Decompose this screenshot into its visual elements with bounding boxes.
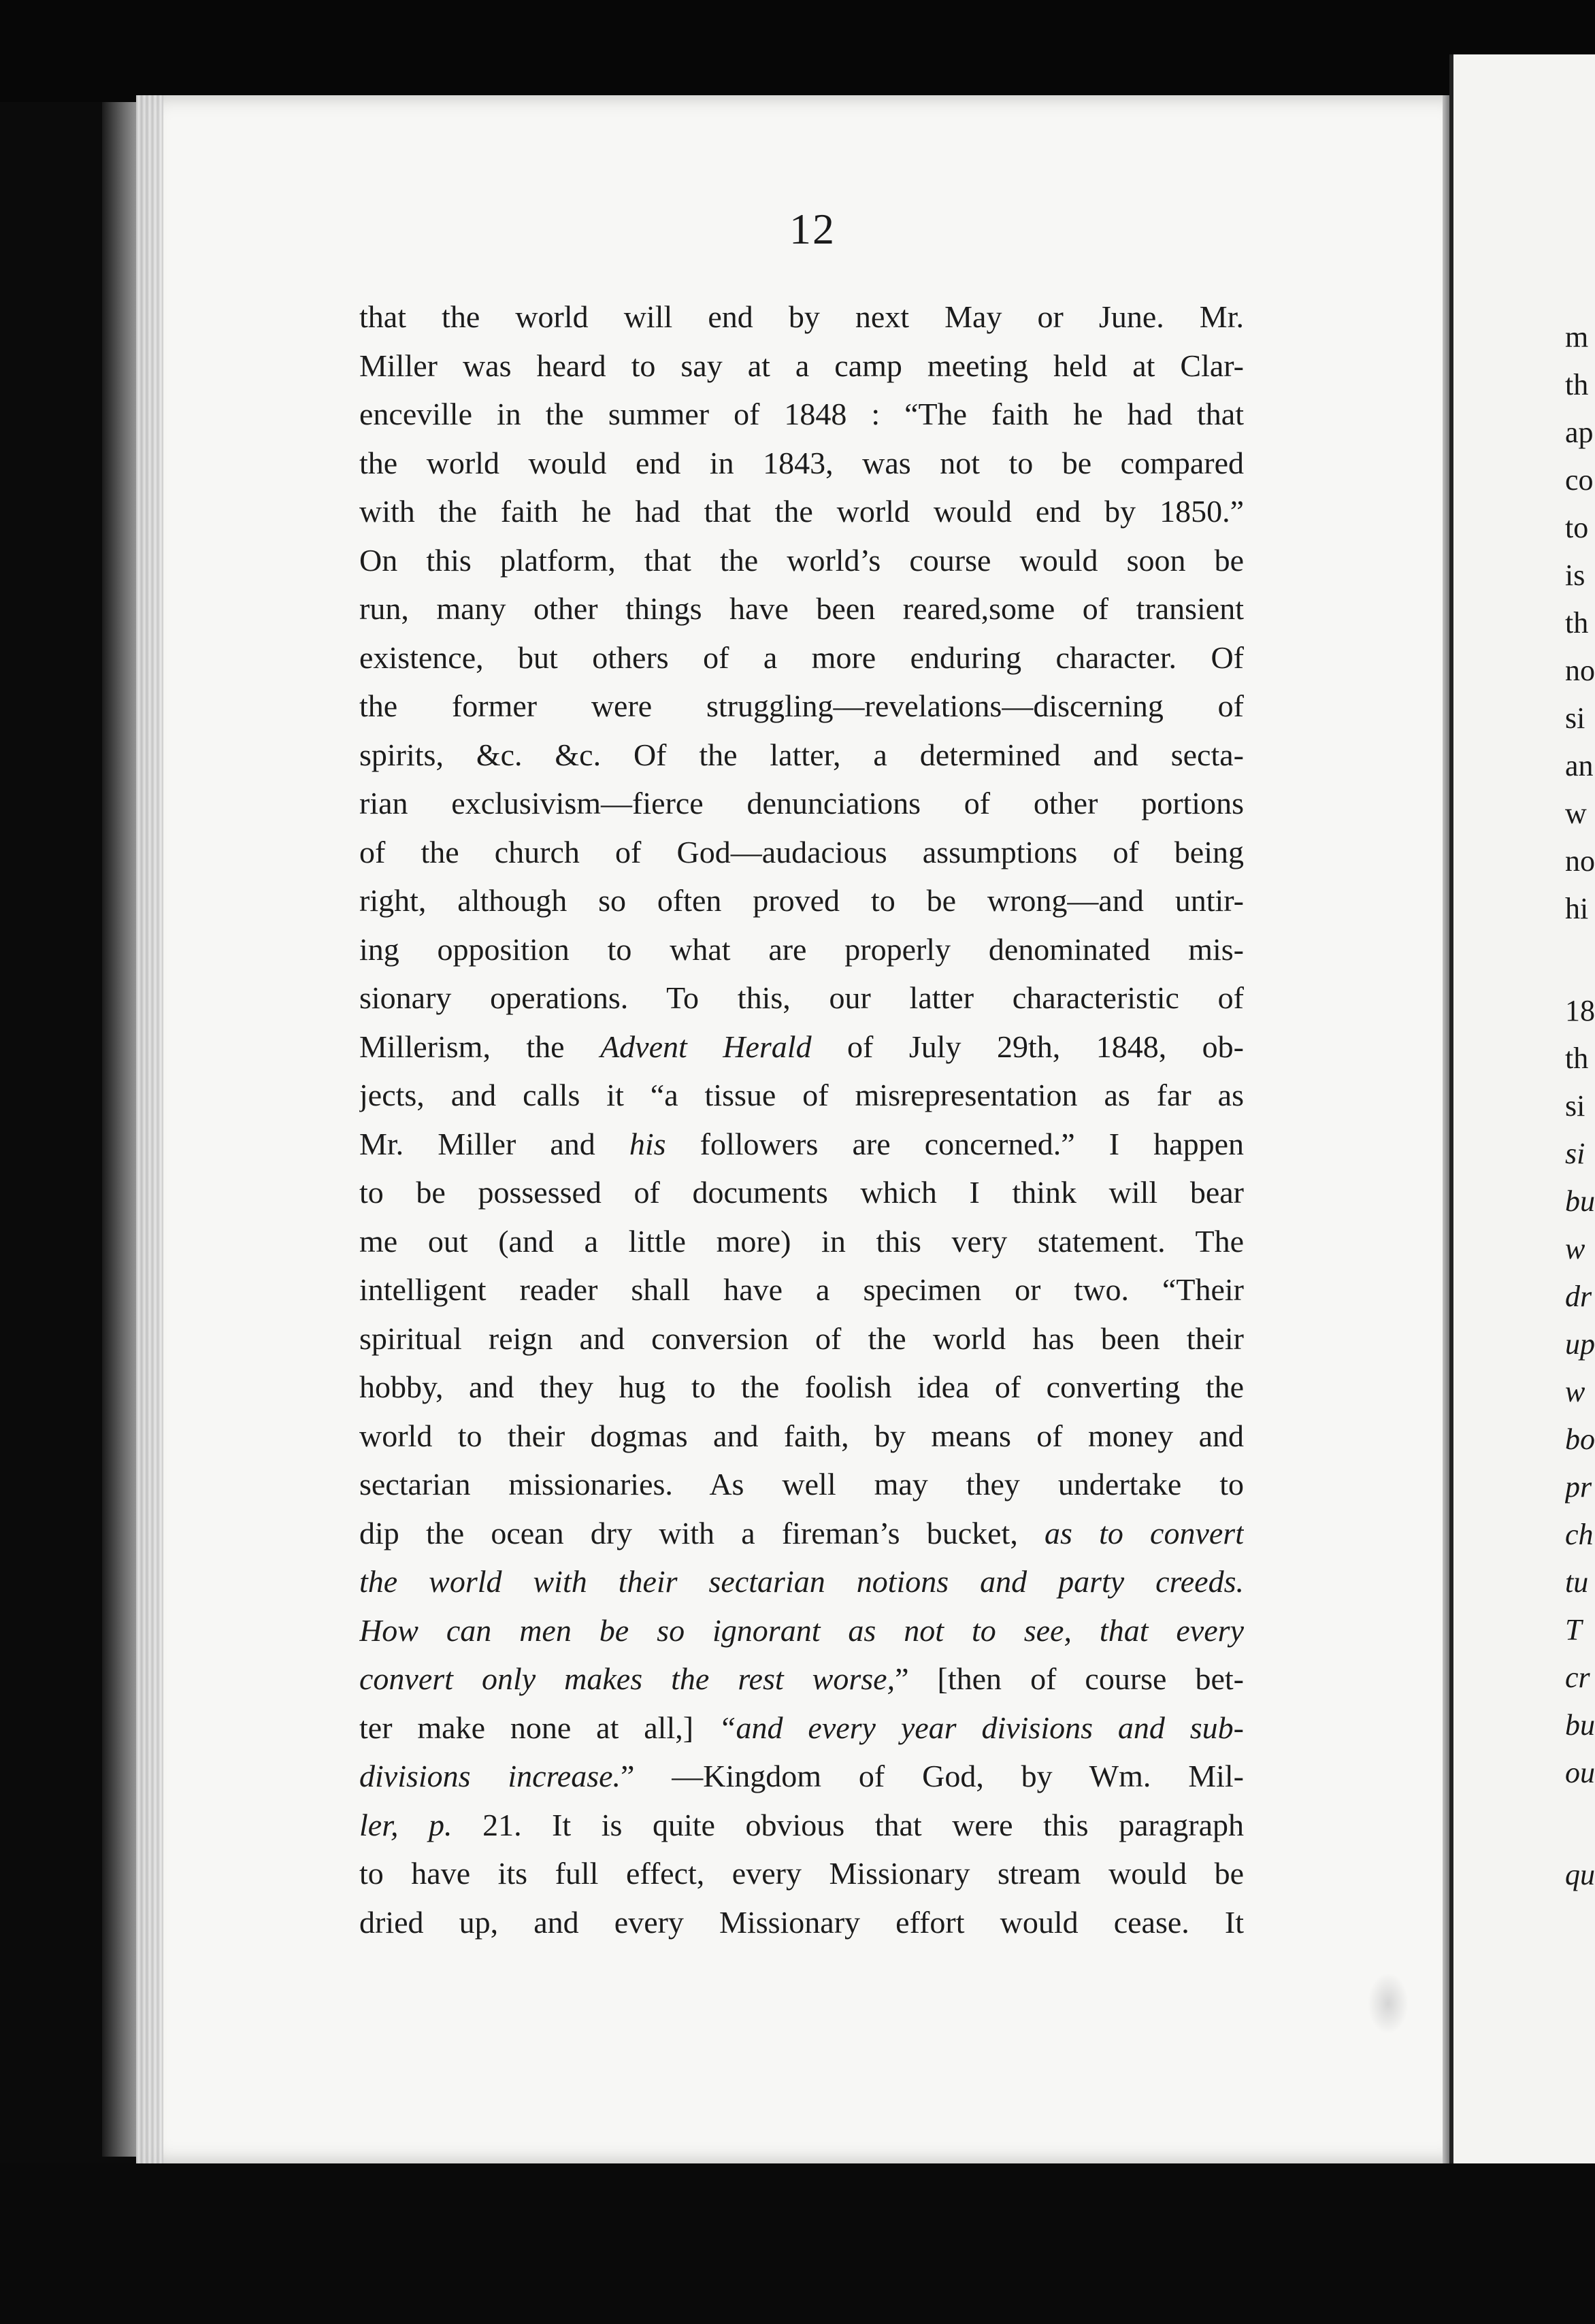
text-line: existence, but others of a more enduring character. Of	[359, 640, 1244, 675]
text-span: dip the ocean dry with a fireman’s bucket,	[359, 1515, 1045, 1550]
text-line: of the church of God—audacious assumptions of being	[359, 834, 1244, 869]
text-line: to have its full effect, every Missionary stream would be	[359, 1856, 1244, 1891]
text-line: me out (and a little more) in this very statement. The	[359, 1223, 1244, 1259]
text-line	[359, 1023, 1244, 1072]
text-line: enceville in the summer of 1848 : “The faith he had that	[359, 397, 1244, 431]
facing-page-fragment: w	[1565, 1375, 1585, 1408]
facing-page-fragment: cr	[1565, 1661, 1590, 1694]
facing-page-fragment: no	[1565, 654, 1595, 687]
page-stack-edge	[136, 95, 163, 2163]
text-line: rian exclusivism—fierce denunciations of other portions	[359, 786, 1244, 820]
text-line: world to their dogmas and faith, by means of money and	[359, 1418, 1244, 1453]
text-line: with the faith he had that the world would end by 1850.”	[359, 494, 1244, 529]
facing-page-fragment: th	[1565, 606, 1589, 640]
italic-text: his	[629, 1126, 666, 1161]
facing-page-fragment: T	[1565, 1613, 1582, 1646]
text-line	[359, 1801, 1244, 1850]
facing-page-fragment: si	[1565, 701, 1585, 735]
facing-page-fragment: 18	[1565, 994, 1595, 1027]
facing-page-fragment: pr	[1565, 1470, 1592, 1504]
facing-page-fragment: to	[1565, 511, 1589, 544]
facing-page-fragment: w	[1565, 797, 1587, 830]
text-line: Miller was heard to say at a camp meeting held at Clar-	[359, 348, 1244, 383]
facing-page-fragment: co	[1565, 463, 1594, 497]
text-line: intelligent reader shall have a specimen or two. “Their	[359, 1272, 1244, 1307]
text-line: right, although so often proved to be wrong—and untir-	[359, 883, 1244, 918]
italic-text: divisions increase.	[359, 1759, 621, 1793]
text-line	[359, 1509, 1244, 1558]
text-line: sionary operations. To this, our latter characteristic of	[359, 980, 1244, 1015]
text-span: of July 29th, 1848, ob-	[811, 1029, 1244, 1064]
facing-page-fragment: bo	[1565, 1423, 1595, 1456]
text-line: dried up, and every Missionary effort would cease. It	[359, 1904, 1244, 1940]
scan-background-top	[0, 0, 1595, 102]
italic-text: convert only makes the rest worse,	[359, 1661, 895, 1696]
facing-page-fragment: w	[1565, 1232, 1585, 1265]
italic-text: ler, p.	[359, 1807, 453, 1842]
facing-page-fragment: ch	[1565, 1518, 1594, 1551]
italic-text: “and every year divisions and sub-	[718, 1710, 1244, 1745]
text-span: followers are concerned.” I happen	[665, 1126, 1244, 1161]
text-line: the world would end in 1843, was not to be compared	[359, 445, 1244, 480]
text-line: run, many other things have been reared,some of transient	[359, 591, 1244, 626]
text-span: ” [then of course bet-	[895, 1661, 1244, 1696]
text-line: spirits, &c. &c. Of the latter, a determined and secta-	[359, 737, 1244, 772]
text-line: to be possessed of documents which I think will bear	[359, 1175, 1244, 1210]
facing-page-fragment: is	[1565, 559, 1585, 592]
text-line	[359, 1752, 1244, 1801]
facing-page-fragment: bu	[1565, 1708, 1595, 1742]
italic-text: How can men be so ignorant as not to see, that every	[359, 1612, 1244, 1648]
text-line: that the world will end by next May or June. Mr.	[359, 299, 1244, 334]
facing-page-fragment: hi	[1565, 892, 1589, 925]
text-line: ing opposition to what are properly denominated mis-	[359, 931, 1244, 967]
page-number: 12	[789, 205, 836, 253]
text-line: On this platform, that the world’s course would soon be	[359, 542, 1244, 578]
text-span: Mr. Miller and	[359, 1126, 629, 1161]
facing-page-fragment: th	[1565, 368, 1589, 401]
text-line	[359, 1120, 1244, 1169]
italic-text: the world with their sectarian notions and party creeds.	[359, 1564, 1244, 1599]
body-text	[359, 293, 1244, 1946]
facing-page-fragment: si	[1565, 1089, 1585, 1123]
text-span: ter make none at all,]	[359, 1710, 719, 1745]
text-line: jects, and calls it “a tissue of misrepresentation as far as	[359, 1078, 1244, 1112]
text-line: hobby, and they hug to the foolish idea of converting the	[359, 1370, 1244, 1404]
facing-page-fragment: up	[1565, 1327, 1595, 1361]
text-line	[359, 1655, 1244, 1704]
text-line: the former were struggling—revelations—discerning of	[359, 688, 1244, 723]
text-line: spiritual reign and conversion of the world has been their	[359, 1321, 1244, 1356]
italic-text: as to convert	[1045, 1515, 1244, 1550]
facing-page-fragment: tu	[1565, 1565, 1589, 1599]
text-span: 21. It is quite obvious that were this paragraph	[452, 1807, 1244, 1842]
text-span: Millerism, the	[359, 1029, 601, 1064]
facing-page-fragment: si	[1565, 1137, 1585, 1170]
italic-text: Advent Herald	[600, 1029, 812, 1064]
facing-page-fragment: ou	[1565, 1756, 1595, 1789]
facing-page-fragment: m	[1565, 320, 1589, 354]
text-line	[359, 1557, 1244, 1606]
text-line	[359, 1606, 1244, 1655]
facing-page-fragment: bu	[1565, 1184, 1595, 1218]
facing-page-fragment: no	[1565, 844, 1595, 878]
facing-page-fragment: ap	[1565, 416, 1594, 449]
facing-page-fragment: qu	[1565, 1858, 1595, 1891]
scan-background-bottom	[0, 2163, 1595, 2324]
library-stamp-mark	[1368, 1973, 1409, 2034]
text-span: ” —Kingdom of God, by Wm. Mil-	[621, 1759, 1244, 1793]
text-line: sectarian missionaries. As well may they undertake to	[359, 1467, 1244, 1501]
text-line	[359, 1704, 1244, 1753]
facing-page-fragment: an	[1565, 749, 1594, 782]
facing-page-fragment: dr	[1565, 1280, 1592, 1313]
facing-page-fragment: th	[1565, 1042, 1589, 1075]
